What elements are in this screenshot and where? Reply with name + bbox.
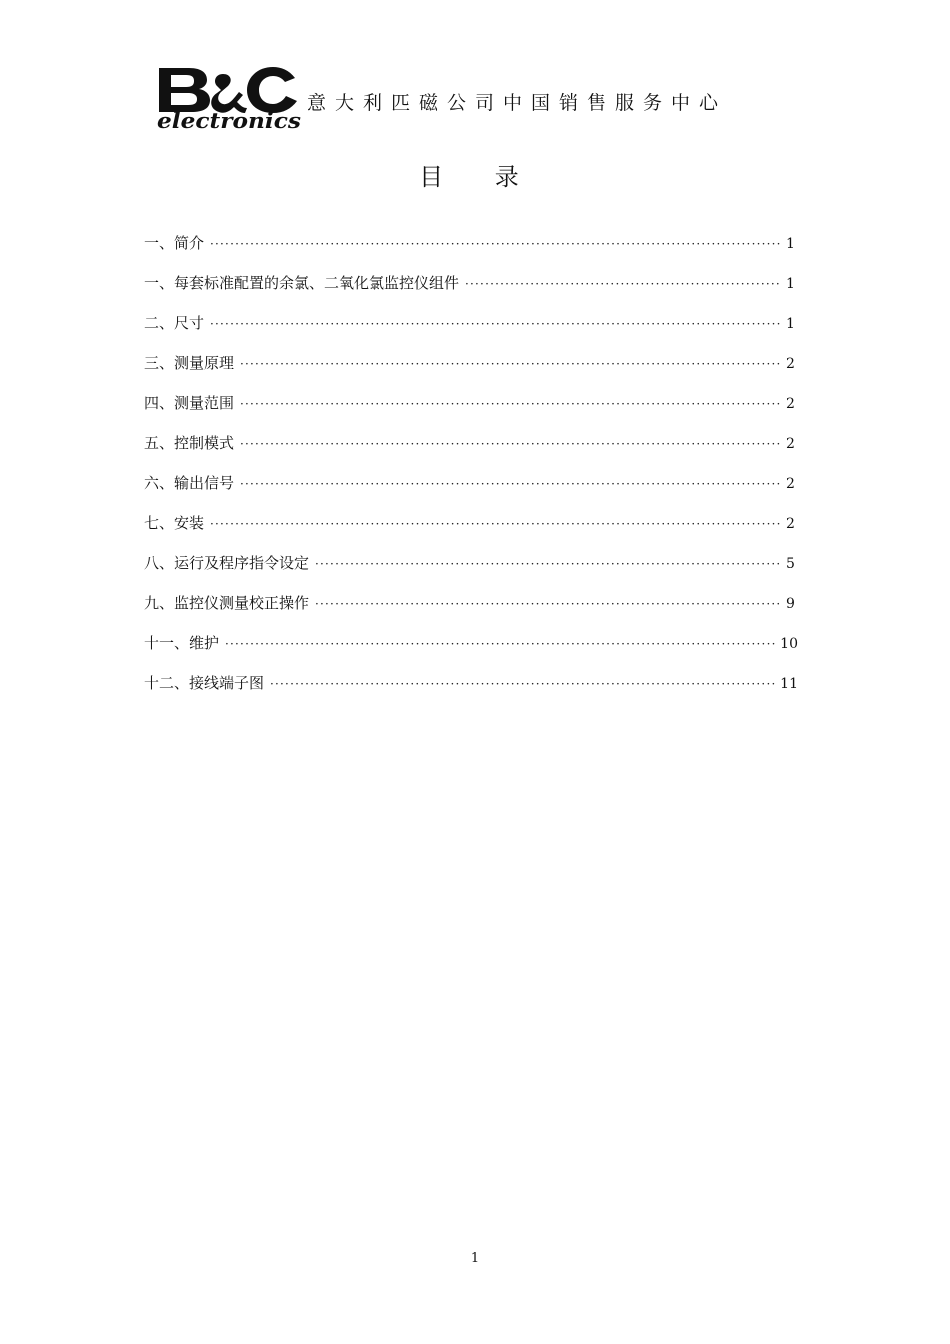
page-title: 目 录 — [419, 163, 541, 191]
page-number: 1 — [470, 1251, 480, 1266]
toc-entry-page: 10 — [780, 636, 798, 652]
toc-entry-label: 一、简介 — [144, 234, 205, 252]
toc-entry[interactable] — [144, 592, 798, 632]
toc-entry-label: 十一、维护 — [144, 634, 220, 652]
toc-entry[interactable] — [144, 552, 798, 592]
toc-entry-page: 2 — [786, 476, 795, 492]
toc-leader-dots — [240, 357, 782, 371]
toc-leader-dots — [240, 477, 782, 491]
toc-leader-dots — [210, 237, 782, 251]
toc-entry[interactable] — [144, 672, 798, 712]
toc-entry-label: 五、控制模式 — [144, 434, 235, 452]
toc-leader-dots — [210, 517, 782, 531]
toc-leader-dots — [465, 277, 782, 291]
toc-leader-dots — [315, 557, 782, 571]
toc-entry[interactable] — [144, 392, 798, 432]
toc-entry-label: 八、运行及程序指令设定 — [144, 554, 310, 572]
toc-entry-page: 5 — [786, 556, 795, 572]
toc-entry[interactable] — [144, 232, 798, 272]
toc-leader-dots — [225, 637, 776, 651]
toc-entry-page: 2 — [786, 396, 795, 412]
toc-entry-label: 九、监控仪测量校正操作 — [144, 594, 310, 612]
toc-entry-label: 七、安装 — [144, 514, 205, 532]
toc-entry-page: 2 — [786, 516, 795, 532]
bc-electronics-logo — [155, 64, 305, 132]
toc-entry[interactable] — [144, 472, 798, 512]
toc-entry-label: 二、尺寸 — [144, 314, 205, 332]
toc-leader-dots — [240, 437, 782, 451]
toc-leader-dots — [240, 397, 782, 411]
toc-entry[interactable] — [144, 512, 798, 552]
toc-entry-page: 1 — [786, 316, 795, 332]
toc-leader-dots — [270, 677, 776, 691]
toc-entry[interactable] — [144, 352, 798, 392]
toc-entry[interactable] — [144, 312, 798, 352]
toc-entry-label: 四、测量范围 — [144, 394, 235, 412]
toc-entry-page: 9 — [786, 596, 795, 612]
toc-entry-label: 六、输出信号 — [144, 474, 235, 492]
toc-leader-dots — [315, 597, 782, 611]
page-header — [155, 64, 775, 134]
toc-entry-page: 2 — [786, 436, 795, 452]
company-name: 意大利匹磁公司中国销售服务中心 — [307, 92, 728, 114]
toc-entry-page: 11 — [780, 676, 798, 692]
svg-text:electronics: electronics — [157, 108, 302, 132]
toc-entry-label: 三、测量原理 — [144, 354, 235, 372]
toc-entry-page: 1 — [786, 236, 795, 252]
toc-entry-label: 一、每套标准配置的余氯、二氧化氯监控仪组件 — [144, 274, 460, 292]
toc-entry[interactable] — [144, 272, 798, 312]
toc-entry[interactable] — [144, 632, 798, 672]
toc-entry-page: 2 — [786, 356, 795, 372]
toc-entry-page: 1 — [786, 276, 795, 292]
toc-entry[interactable] — [144, 432, 798, 472]
toc-entry-label: 十二、接线端子图 — [144, 674, 265, 692]
toc-leader-dots — [210, 317, 782, 331]
table-of-contents — [144, 232, 798, 712]
